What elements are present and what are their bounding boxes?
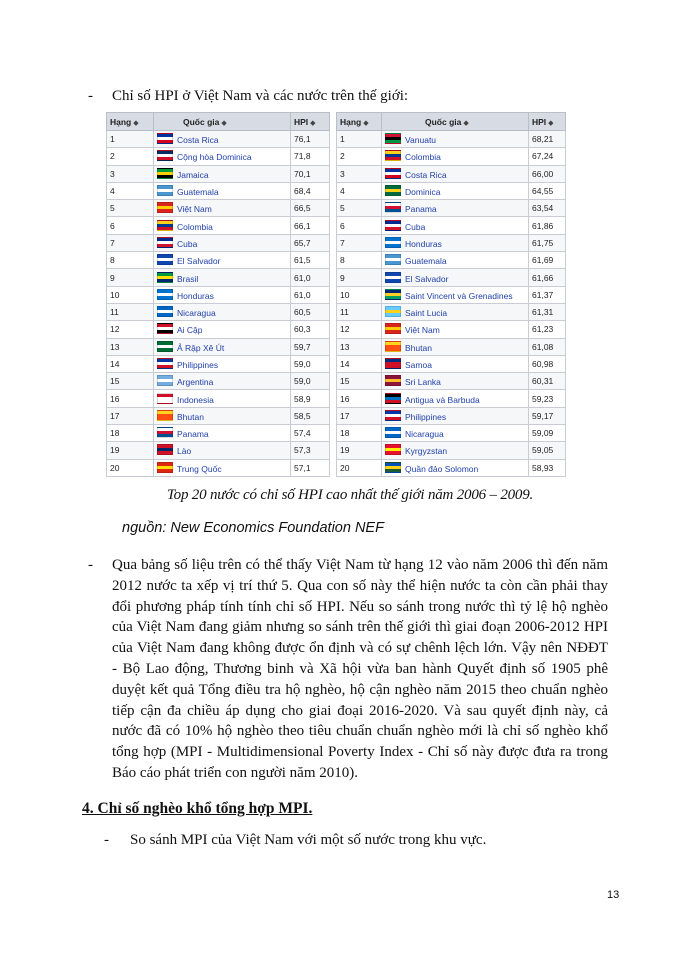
- country-cell: [382, 442, 529, 459]
- country-cell: [154, 165, 291, 182]
- rank-cell: 17: [107, 407, 154, 424]
- paragraph-text: Qua bảng số liệu trên có thể thấy Việt Nam từ hạng 12 vào năm 2006 thì đến năm 2012 nước ta xếp vị trí thứ 5. Qua con số này thể hiện nước ta còn cần phải thay đổi phương pháp tính tính chỉ số HPI. Nếu so sánh trong nước thì tỷ lệ hộ nghèo của Việt Nam đang giảm nhưng so sánh trên thế giới thì giai đoạn 2006-2012 HPI của Việt Nam đang không được ổn định và có sự chênh lệch lớn. Vậy nên NĐĐT - Bộ Lao động, Thương binh và Xã hội vừa ban hành Quyết định số 1905 phê duyệt kết quả Tổng điều tra hộ nghèo, hộ cận nghèo năm 2015 theo chuẩn nghèo tiếp cận đa chiều áp dụng cho giai đoại 2016-2020. Và sau quyết định này, cả nước đã có 10% hộ nghèo theo tiêu chuẩn chuẩn nghèo mới là chỉ số nghèo khổ tổng hợp (MPI - Multidimensional Poverty Index - Chỉ số này được đưa ra trong Báo cáo phát triển con người năm 2010).: [112, 557, 608, 781]
- country-cell: [154, 459, 291, 476]
- hpi-cell: 61,31: [529, 303, 566, 320]
- mpi-bullet-text: So sánh MPI của Việt Nam với một số nước trong khu vực.: [130, 832, 487, 848]
- country-link[interactable]: Colombia: [177, 221, 213, 232]
- country-link[interactable]: Việt Nam: [177, 204, 212, 215]
- country-cell: [154, 321, 291, 338]
- country-cell: [382, 459, 529, 476]
- hpi-cell: 57,3: [291, 442, 330, 459]
- country-cell: [382, 355, 529, 372]
- rank-cell: 15: [337, 373, 382, 390]
- hpi-cell: 59,23: [529, 390, 566, 407]
- country-cell: [154, 355, 291, 372]
- flag-icon: [385, 427, 401, 438]
- hpi-cell: 57,1: [291, 459, 330, 476]
- flag-icon: [385, 410, 401, 421]
- flag-icon: [385, 289, 401, 300]
- flag-icon: [385, 202, 401, 213]
- rank-cell: 9: [337, 269, 382, 286]
- sort-icon[interactable]: ◆: [548, 119, 554, 127]
- country-link[interactable]: Ai Cập: [177, 325, 203, 336]
- country-link[interactable]: Panama: [177, 429, 209, 440]
- country-cell: [382, 182, 529, 199]
- hpi-cell: 67,24: [529, 148, 566, 165]
- hpi-cell: 60,3: [291, 321, 330, 338]
- country-cell: [382, 286, 529, 303]
- flag-icon: [157, 462, 173, 473]
- analysis-paragraph: [88, 555, 608, 784]
- table-row: [107, 442, 330, 459]
- rank-cell: 11: [337, 303, 382, 320]
- country-link[interactable]: Philippines: [405, 411, 447, 422]
- table-row: [337, 131, 566, 148]
- flag-icon: [157, 220, 173, 231]
- sort-icon[interactable]: ◆: [310, 119, 316, 127]
- rank-cell: 5: [337, 200, 382, 217]
- rank-cell: 4: [107, 182, 154, 199]
- hpi-table-right: [336, 112, 566, 477]
- table-row: [337, 425, 566, 442]
- hpi-cell: 61,0: [291, 269, 330, 286]
- table-row: [107, 165, 330, 182]
- country-link[interactable]: Nicaragua: [405, 429, 444, 440]
- flag-icon: [385, 150, 401, 161]
- table-row: [107, 390, 330, 407]
- country-cell: [154, 407, 291, 424]
- flag-icon: [157, 444, 173, 455]
- table-source: nguồn: New Economics Foundation NEF: [122, 520, 384, 536]
- rank-cell: 10: [107, 286, 154, 303]
- hpi-cell: 59,05: [529, 442, 566, 459]
- country-link[interactable]: Cuba: [405, 221, 426, 232]
- rank-cell: 16: [107, 390, 154, 407]
- table-body-left: [107, 131, 330, 477]
- flag-icon: [157, 289, 173, 300]
- bullet-dash: -: [88, 88, 93, 104]
- flag-icon: [157, 237, 173, 248]
- country-column-header[interactable]: Quốc gia ◆: [382, 113, 529, 131]
- rank-cell: 18: [337, 425, 382, 442]
- country-link[interactable]: El Salvador: [177, 256, 221, 267]
- hpi-column-header[interactable]: HPI ◆: [291, 113, 330, 131]
- sort-icon[interactable]: ◆: [221, 119, 227, 127]
- flag-icon: [157, 358, 173, 369]
- hpi-cell: 66,5: [291, 200, 330, 217]
- table-row: [337, 459, 566, 476]
- country-link[interactable]: Argentina: [177, 377, 214, 388]
- table-row: [107, 459, 330, 476]
- flag-icon: [385, 358, 401, 369]
- table-row: [337, 269, 566, 286]
- flag-icon: [157, 323, 173, 334]
- hpi-cell: 59,0: [291, 373, 330, 390]
- country-cell: [382, 269, 529, 286]
- hpi-cell: 68,4: [291, 182, 330, 199]
- hpi-cell: 61,69: [529, 252, 566, 269]
- country-cell: [382, 321, 529, 338]
- country-cell: [154, 182, 291, 199]
- country-link[interactable]: Guatemala: [405, 256, 447, 267]
- country-cell: [382, 234, 529, 251]
- table-row: [107, 200, 330, 217]
- hpi-cell: 60,31: [529, 373, 566, 390]
- hpi-cell: 57,4: [291, 425, 330, 442]
- country-link[interactable]: Guatemala: [177, 187, 219, 198]
- country-link[interactable]: Saint Vincent và Grenadines: [405, 290, 513, 301]
- flag-icon: [385, 220, 401, 231]
- country-cell: [154, 286, 291, 303]
- country-cell: [154, 252, 291, 269]
- country-link[interactable]: Colombia: [405, 152, 441, 163]
- rank-cell: 12: [107, 321, 154, 338]
- hpi-cell: 61,37: [529, 286, 566, 303]
- table-row: [107, 321, 330, 338]
- table-row: [107, 303, 330, 320]
- table-row: [337, 148, 566, 165]
- country-link[interactable]: Saint Lucia: [405, 308, 448, 319]
- flag-icon: [385, 444, 401, 455]
- country-link[interactable]: Bhutan: [177, 411, 204, 422]
- flag-icon: [157, 427, 173, 438]
- rank-cell: 5: [107, 200, 154, 217]
- rank-cell: 17: [337, 407, 382, 424]
- rank-cell: 19: [107, 442, 154, 459]
- country-column-header[interactable]: Quốc gia ◆: [154, 113, 291, 131]
- country-cell: [382, 217, 529, 234]
- sort-icon[interactable]: ◆: [363, 119, 369, 127]
- intro-text: Chỉ số HPI ở Việt Nam và các nước trên thế giới:: [112, 88, 409, 104]
- rank-column-header[interactable]: Hạng ◆: [107, 113, 154, 131]
- table-row: [107, 425, 330, 442]
- page-number: 13: [607, 889, 620, 901]
- table-row: [337, 234, 566, 251]
- rank-cell: 19: [337, 442, 382, 459]
- flag-icon: [385, 185, 401, 196]
- country-cell: [154, 217, 291, 234]
- hpi-cell: 66,1: [291, 217, 330, 234]
- hpi-cell: 71,8: [291, 148, 330, 165]
- rank-cell: 16: [337, 390, 382, 407]
- rank-cell: 7: [107, 234, 154, 251]
- hpi-tables: [106, 112, 566, 477]
- country-cell: [382, 303, 529, 320]
- rank-cell: 2: [107, 148, 154, 165]
- hpi-cell: 61,0: [291, 286, 330, 303]
- table-row: [107, 373, 330, 390]
- rank-cell: 3: [107, 165, 154, 182]
- country-link[interactable]: Jamaica: [177, 169, 209, 180]
- hpi-cell: 61,86: [529, 217, 566, 234]
- flag-icon: [157, 254, 173, 265]
- hpi-cell: 65,7: [291, 234, 330, 251]
- rank-cell: 14: [337, 355, 382, 372]
- hpi-cell: 59,0: [291, 355, 330, 372]
- flag-icon: [385, 237, 401, 248]
- flag-icon: [157, 133, 173, 144]
- table-row: [337, 442, 566, 459]
- country-cell: [382, 407, 529, 424]
- table-row: [107, 182, 330, 199]
- rank-column-header[interactable]: Hạng ◆: [337, 113, 382, 131]
- flag-icon: [385, 272, 401, 283]
- country-link[interactable]: Ả Rập Xê Út: [177, 342, 225, 353]
- country-cell: [154, 425, 291, 442]
- country-cell: [382, 165, 529, 182]
- flag-icon: [385, 323, 401, 334]
- flag-icon: [157, 410, 173, 421]
- country-cell: [154, 442, 291, 459]
- rank-cell: 15: [107, 373, 154, 390]
- table-row: [337, 390, 566, 407]
- table-row: [337, 338, 566, 355]
- hpi-cell: 58,5: [291, 407, 330, 424]
- country-link[interactable]: Costa Rica: [177, 135, 219, 146]
- table-row: [107, 355, 330, 372]
- table-row: [107, 148, 330, 165]
- country-link[interactable]: Honduras: [177, 290, 214, 301]
- table-row: [337, 321, 566, 338]
- hpi-cell: 60,5: [291, 303, 330, 320]
- rank-cell: 1: [107, 131, 154, 148]
- intro-bullet: [88, 88, 408, 105]
- table-row: [107, 217, 330, 234]
- country-cell: [154, 373, 291, 390]
- flag-icon: [157, 185, 173, 196]
- country-link[interactable]: Bhutan: [405, 342, 432, 353]
- table-row: [337, 200, 566, 217]
- country-link[interactable]: Brasil: [177, 273, 199, 284]
- table-header-row: [337, 113, 566, 131]
- table-row: [337, 355, 566, 372]
- hpi-cell: 61,08: [529, 338, 566, 355]
- rank-cell: 6: [337, 217, 382, 234]
- rank-cell: 7: [337, 234, 382, 251]
- hpi-cell: 61,66: [529, 269, 566, 286]
- rank-cell: 8: [337, 252, 382, 269]
- table-row: [337, 182, 566, 199]
- table-row: [107, 338, 330, 355]
- country-link[interactable]: Costa Rica: [405, 169, 447, 180]
- hpi-cell: 61,5: [291, 252, 330, 269]
- table-row: [337, 252, 566, 269]
- hpi-cell: 59,17: [529, 407, 566, 424]
- country-cell: [154, 338, 291, 355]
- table-header-row: [107, 113, 330, 131]
- country-cell: [154, 269, 291, 286]
- table-row: [337, 373, 566, 390]
- rank-cell: 3: [337, 165, 382, 182]
- country-cell: [154, 303, 291, 320]
- sort-icon[interactable]: ◆: [463, 119, 469, 127]
- rank-cell: 18: [107, 425, 154, 442]
- rank-cell: 1: [337, 131, 382, 148]
- country-cell: [382, 338, 529, 355]
- hpi-cell: 58,9: [291, 390, 330, 407]
- section-heading: 4. Chỉ số nghèo khổ tổng hợp MPI.: [82, 800, 313, 817]
- hpi-cell: 59,09: [529, 425, 566, 442]
- rank-cell: 14: [107, 355, 154, 372]
- country-cell: [382, 131, 529, 148]
- table-row: [337, 286, 566, 303]
- country-cell: [382, 148, 529, 165]
- rank-cell: 13: [337, 338, 382, 355]
- country-link[interactable]: Quần đảo Solomon: [405, 463, 479, 474]
- rank-cell: 6: [107, 217, 154, 234]
- hpi-cell: 58,93: [529, 459, 566, 476]
- table-row: [107, 252, 330, 269]
- rank-cell: 10: [337, 286, 382, 303]
- flag-icon: [157, 272, 173, 283]
- table-row: [337, 217, 566, 234]
- hpi-cell: 76,1: [291, 131, 330, 148]
- hpi-cell: 63,54: [529, 200, 566, 217]
- rank-cell: 2: [337, 148, 382, 165]
- country-link[interactable]: Lào: [177, 446, 192, 457]
- hpi-cell: 61,23: [529, 321, 566, 338]
- country-link[interactable]: Nicaragua: [177, 308, 216, 319]
- country-link[interactable]: Việt Nam: [405, 325, 440, 336]
- table-body-right: [337, 131, 566, 477]
- table-row: [107, 407, 330, 424]
- rank-cell: 12: [337, 321, 382, 338]
- country-link[interactable]: Panama: [405, 204, 437, 215]
- rank-cell: 20: [337, 459, 382, 476]
- flag-icon: [385, 393, 401, 404]
- rank-cell: 8: [107, 252, 154, 269]
- hpi-cell: 68,21: [529, 131, 566, 148]
- country-link[interactable]: Kyrgyzstan: [405, 446, 448, 457]
- bullet-dash: -: [104, 832, 109, 848]
- country-link[interactable]: El Salvador: [405, 273, 449, 284]
- mpi-bullet: [104, 832, 486, 849]
- rank-cell: 9: [107, 269, 154, 286]
- table-row: [107, 131, 330, 148]
- hpi-table-left: [106, 112, 330, 477]
- flag-icon: [385, 254, 401, 265]
- flag-icon: [385, 168, 401, 179]
- hpi-cell: 64,55: [529, 182, 566, 199]
- country-link[interactable]: Cuba: [177, 238, 198, 249]
- rank-cell: 20: [107, 459, 154, 476]
- table-row: [337, 303, 566, 320]
- flag-icon: [157, 150, 173, 161]
- hpi-cell: 66,00: [529, 165, 566, 182]
- country-link[interactable]: Antigua và Barbuda: [405, 394, 480, 405]
- flag-icon: [385, 306, 401, 317]
- country-link[interactable]: Vanuatu: [405, 135, 437, 146]
- table-row: [107, 269, 330, 286]
- country-link[interactable]: Samoa: [405, 360, 432, 370]
- country-link[interactable]: Cộng hòa Dominica: [177, 152, 252, 163]
- bullet-dash: -: [88, 557, 93, 573]
- table-row: [337, 165, 566, 182]
- table-caption: Top 20 nước có chỉ số HPI cao nhất thế giới năm 2006 – 2009.: [166, 487, 534, 503]
- flag-icon: [157, 306, 173, 317]
- country-cell: [154, 390, 291, 407]
- country-cell: [382, 252, 529, 269]
- country-cell: [154, 234, 291, 251]
- flag-icon: [157, 168, 173, 179]
- country-cell: [382, 425, 529, 442]
- flag-icon: [385, 462, 401, 473]
- hpi-column-header[interactable]: HPI ◆: [529, 113, 566, 131]
- flag-icon: [157, 341, 173, 352]
- country-link[interactable]: Sri Lanka: [405, 377, 441, 388]
- country-link[interactable]: Trung Quốc: [177, 463, 222, 474]
- hpi-cell: 70,1: [291, 165, 330, 182]
- country-cell: [154, 148, 291, 165]
- hpi-cell: 59,7: [291, 338, 330, 355]
- hpi-cell: 61,75: [529, 234, 566, 251]
- country-cell: [154, 131, 291, 148]
- flag-icon: [157, 393, 173, 404]
- country-cell: [154, 200, 291, 217]
- rank-cell: 4: [337, 182, 382, 199]
- table-row: [107, 286, 330, 303]
- flag-icon: [157, 202, 173, 213]
- table-row: [107, 234, 330, 251]
- country-link[interactable]: Indonesia: [177, 394, 214, 405]
- flag-icon: [385, 375, 401, 386]
- country-link[interactable]: Dominica: [405, 187, 441, 198]
- country-cell: [382, 390, 529, 407]
- rank-cell: 13: [107, 338, 154, 355]
- table-row: [337, 407, 566, 424]
- sort-icon[interactable]: ◆: [133, 119, 139, 127]
- hpi-cell: 60,98: [529, 355, 566, 372]
- country-cell: [382, 200, 529, 217]
- country-cell: [382, 373, 529, 390]
- flag-icon: [157, 375, 173, 386]
- flag-icon: [385, 133, 401, 144]
- flag-icon: [385, 341, 401, 352]
- country-link[interactable]: Philippines: [177, 360, 219, 370]
- rank-cell: 11: [107, 303, 154, 320]
- country-link[interactable]: Honduras: [405, 238, 442, 249]
